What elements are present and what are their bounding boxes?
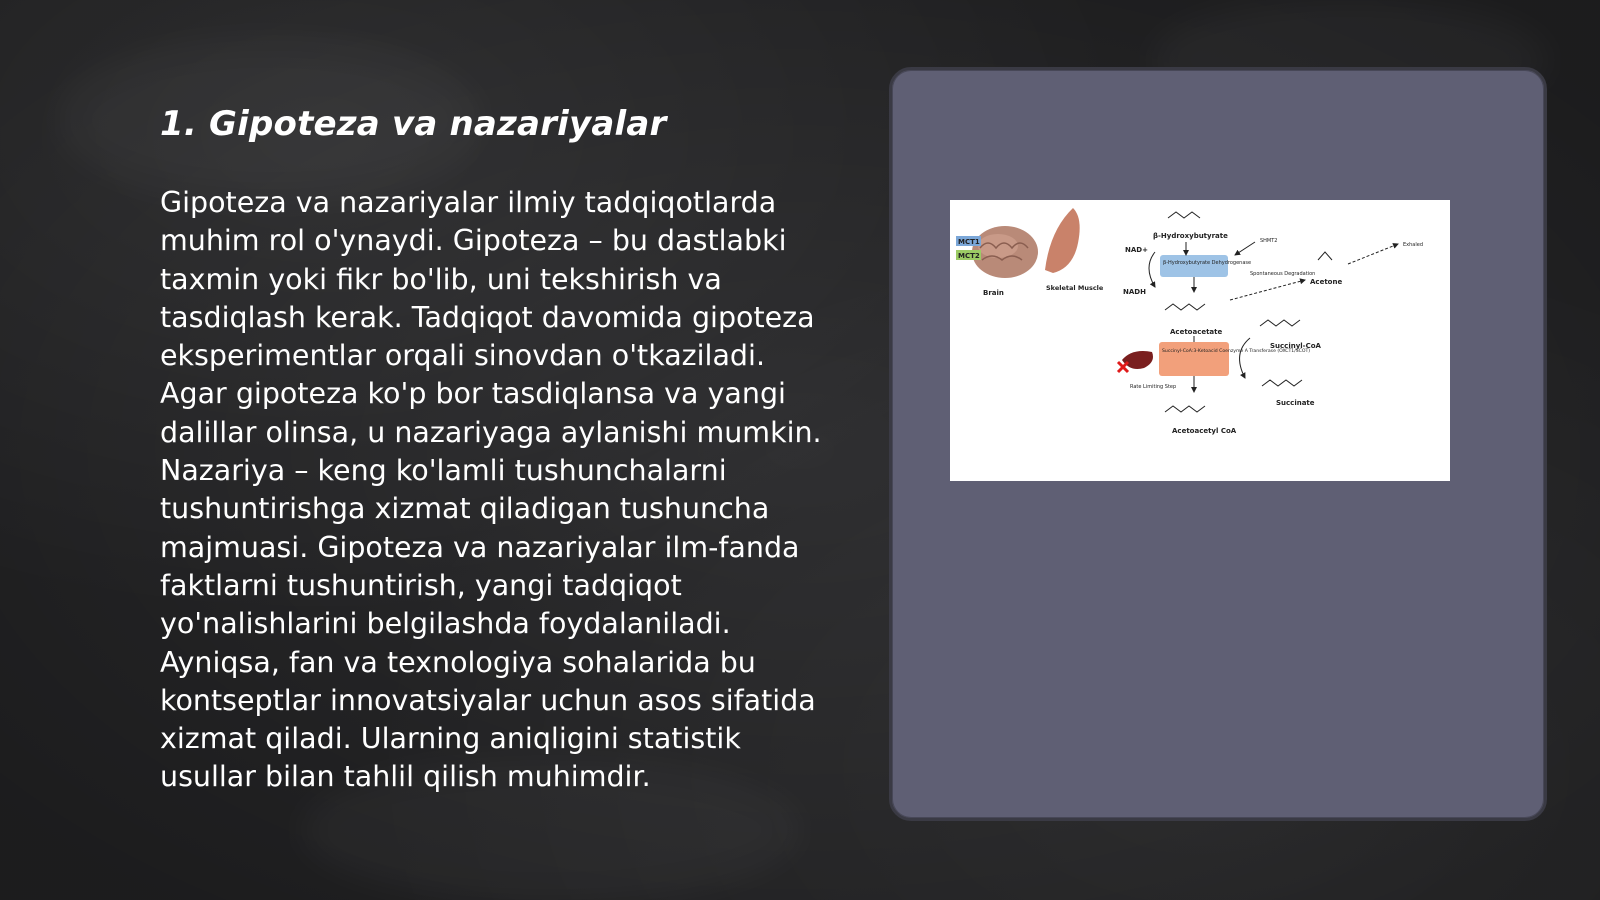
succinate-label: Succinate — [1276, 399, 1315, 407]
acetone-label: Acetone — [1310, 278, 1343, 286]
scot-enzyme-box — [1159, 342, 1229, 376]
bdh-label: β-Hydroxybutyrate Dehydrogenase — [1163, 260, 1252, 266]
acetoacetyl-structure — [1165, 406, 1205, 412]
rate-limiting-label: Rate Limiting Step — [1130, 384, 1177, 390]
scot-label: Succinyl-CoA:3-Ketoacid Coenzyme A Transferase (OXCT1/SCOT) — [1162, 349, 1311, 354]
liver-illustration — [1122, 351, 1153, 369]
mct1-label: MCT1 — [958, 238, 980, 246]
acetoacetyl-label: Acetoacetyl CoA — [1172, 427, 1237, 435]
diagram-svg — [950, 200, 1450, 481]
slide-body-text: Gipoteza va nazariyalar ilmiy tadqiqotlarda muhim rol o'ynaydi. Gipoteza – bu dastlabki taxmin yoki fikr bo'lib, uni tekshirish va tasdiqlash kerak. Tadqiqot davomida gipoteza eksperimentlar orqali sinovdan o'tkaziladi. Agar gipoteza ko'p bor tasdiqlansa va yangi dalillar olinsa, u nazariyaga aylanishi mumkin. Nazariya – keng ko'lamli tushunchalarni tushuntirishga xizmat qiladigan tushuncha majmuasi. Gipoteza va nazariyalar ilm-fanda faktlarni tushuntirish, yangi tadqiqot yo'nalishlarini belgilashda foydalaniladi. Ayniqsa, fan va texnologiya sohalarida bu kontseptlar innovatsiyalar uchun asos sifatida xizmat qiladi. Ularning aniqligini statistik usullar bilan tahlil qilish muhimdir. — [160, 186, 822, 794]
acetoacetate-structure — [1165, 304, 1205, 310]
spontaneous-label: Spontaneous Degradation — [1250, 271, 1316, 277]
exhaled-label: Exhaled — [1403, 242, 1423, 248]
acetoacetate-label: Acetoacetate — [1170, 328, 1223, 336]
succinyl-structure — [1260, 320, 1300, 326]
brain-label: Brain — [983, 289, 1004, 297]
mct2-label: MCT2 — [958, 252, 980, 260]
slide-title: 1. Gipoteza va nazariyalar — [160, 104, 667, 144]
bhb-structure — [1168, 212, 1200, 218]
bdh-enzyme-box — [1160, 255, 1228, 277]
succinate-structure — [1262, 380, 1302, 386]
nadh-label: NADH — [1123, 288, 1146, 296]
ketone-metabolism-diagram[interactable] — [950, 200, 1450, 481]
brain-illustration — [972, 226, 1038, 278]
muscle-illustration — [1045, 208, 1080, 273]
shmt-label: SHMT2 — [1260, 238, 1278, 244]
succinyl-label: Succinyl-CoA — [1270, 342, 1321, 350]
red-x-icon — [1118, 362, 1128, 372]
muscle-label: Skeletal Muscle — [1046, 284, 1104, 292]
nad-label: NAD+ — [1125, 246, 1148, 254]
bhb-label: β-Hydroxybutyrate — [1153, 232, 1228, 240]
acetone-structure — [1318, 252, 1332, 260]
